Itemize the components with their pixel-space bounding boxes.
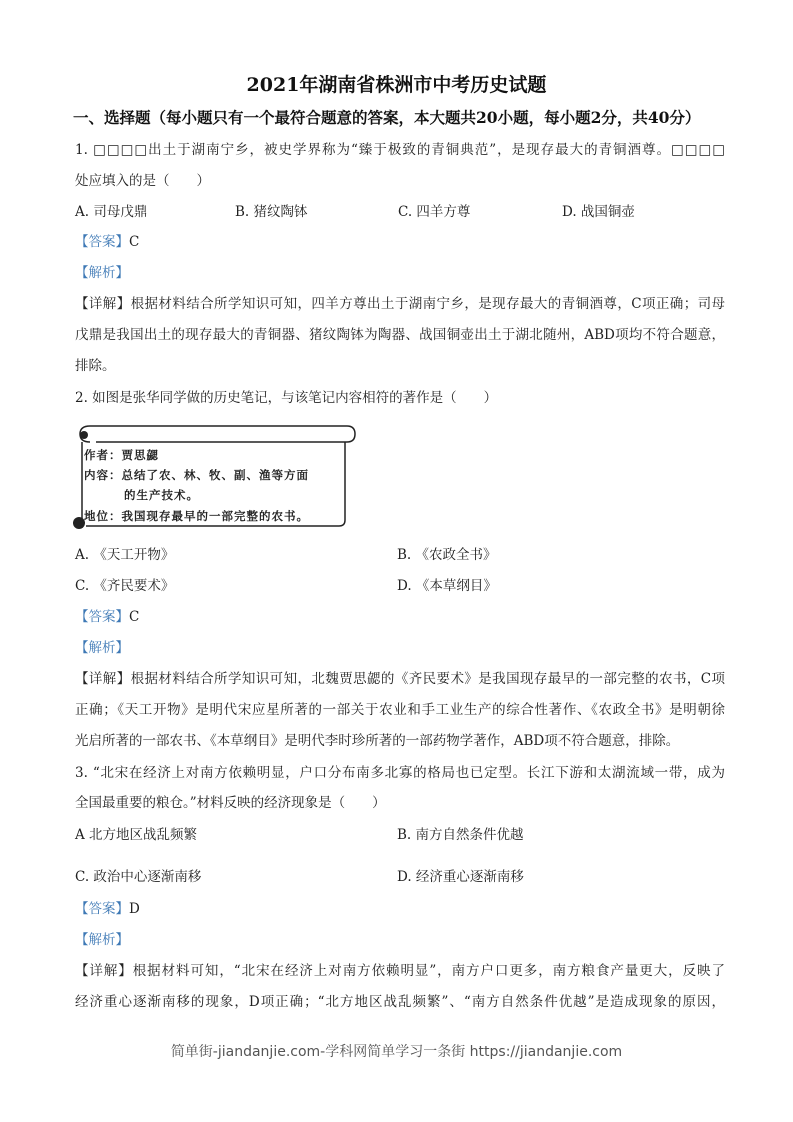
question-1-line: 处应填入的是（ ） — [75, 173, 210, 189]
answer-label: 【答案】 — [75, 901, 129, 917]
option-d: D. 经济重心逐渐南移 — [397, 869, 524, 885]
option-b: B. 《农政全书》 — [397, 547, 497, 563]
answer-value: C — [129, 234, 140, 250]
note-content-cont: 的生产技术。 — [124, 488, 199, 502]
detail-label: 【详解】 — [75, 296, 131, 312]
analysis-label: 【解析】 — [75, 640, 129, 656]
section-heading: 一、选择题（每小题只有一个最符合题意的答案，本大题共20小题，每小题2分，共40分） — [73, 108, 701, 127]
option-b: B. 南方自然条件优越 — [397, 827, 524, 843]
page-title: 2021年湖南省株洲市中考历史试题 — [246, 74, 547, 96]
answer-row — [75, 607, 725, 627]
option-d: D. 战国铜壶 — [562, 204, 635, 220]
detail-line: 排除。 — [75, 358, 116, 374]
option-a: A. 《天工开物》 — [75, 547, 175, 563]
answer-value: C — [129, 609, 140, 625]
detail-label: 【详解】 — [75, 963, 133, 979]
analysis-label: 【解析】 — [75, 932, 129, 948]
detail-line: 【详解】根据材料结合所学知识可知，四羊方尊出土于湖南宁乡，是现存最大的青铜酒尊，C项正确；司母 — [75, 296, 726, 312]
question-3-line: 全国最重要的粮仓。”材料反映的经济现象是（ ） — [75, 795, 386, 811]
note-status: 地位：我国现存最早的一部完整的农书。 — [84, 509, 309, 523]
detail-line: 正确；《天工开物》是明代宋应星所著的一部关于农业和手工业生产的综合性著作、《农政全书》是明朝徐 — [75, 702, 725, 718]
question-3-line: 3. “北宋在经济上对南方依赖明显，户口分布南多北寡的格局也已定型。长江下游和太湖流域一带，成为 — [75, 765, 725, 781]
detail-line: 戊鼎是我国出土的现存最大的青铜器、猪纹陶钵为陶器、战国铜壶出土于湖北随州，ABD项均不符合题意， — [75, 327, 725, 343]
option-c: C. 政治中心逐渐南移 — [75, 869, 202, 885]
option-a: A 北方地区战乱频繁 — [75, 827, 198, 843]
detail-line: 经济重心逐渐南移的现象，D项正确；“北方地区战乱频繁”、“南方自然条件优越”是造成现象的原因， — [75, 994, 725, 1010]
history-note-scroll — [72, 420, 357, 532]
detail-line: 光启所著的一部农书、《本草纲目》是明代李时珍所著的一部药物学著作，ABD项不符合题意，排除。 — [75, 733, 680, 749]
answer-label: 【答案】 — [75, 609, 129, 625]
note-content: 内容：总结了农、林、牧、副、渔等方面 — [84, 468, 309, 482]
option-b: B. 猪纹陶钵 — [235, 204, 308, 220]
answer-label: 【答案】 — [75, 234, 129, 250]
question-1-line: 1. □□□□出土于湖南宁乡，被史学界称为“臻于极致的青铜典范”，是现存最大的青铜酒尊。□□□□ — [75, 142, 725, 158]
question-2-line: 2. 如图是张华同学做的历史笔记，与该笔记内容相符的著作是（ ） — [75, 390, 498, 406]
detail-line: 【详解】根据材料可知，“北宋在经济上对南方依赖明显”，南方户口更多，南方粮食产量更大，反映了 — [75, 963, 725, 979]
answer-value: D — [129, 901, 140, 917]
analysis-label: 【解析】 — [75, 265, 129, 281]
option-d: D. 《本草纲目》 — [397, 578, 497, 594]
answer-row — [75, 899, 725, 919]
note-author: 作者：贾思勰 — [84, 448, 159, 462]
option-a: A. 司母戊鼎 — [75, 204, 148, 220]
footer-watermark: 简单街-jiandanjie.com-学科网简单学习一条街 https://jiandanjie.com — [170, 1044, 623, 1060]
answer-row — [75, 232, 725, 252]
detail-label: 【详解】 — [75, 671, 131, 687]
option-c: C. 《齐民要术》 — [75, 578, 175, 594]
option-c: C. 四羊方尊 — [398, 204, 471, 220]
detail-line: 【详解】根据材料结合所学知识可知，北魏贾思勰的《齐民要术》是我国现存最早的一部完整的农书，C项 — [75, 671, 726, 687]
